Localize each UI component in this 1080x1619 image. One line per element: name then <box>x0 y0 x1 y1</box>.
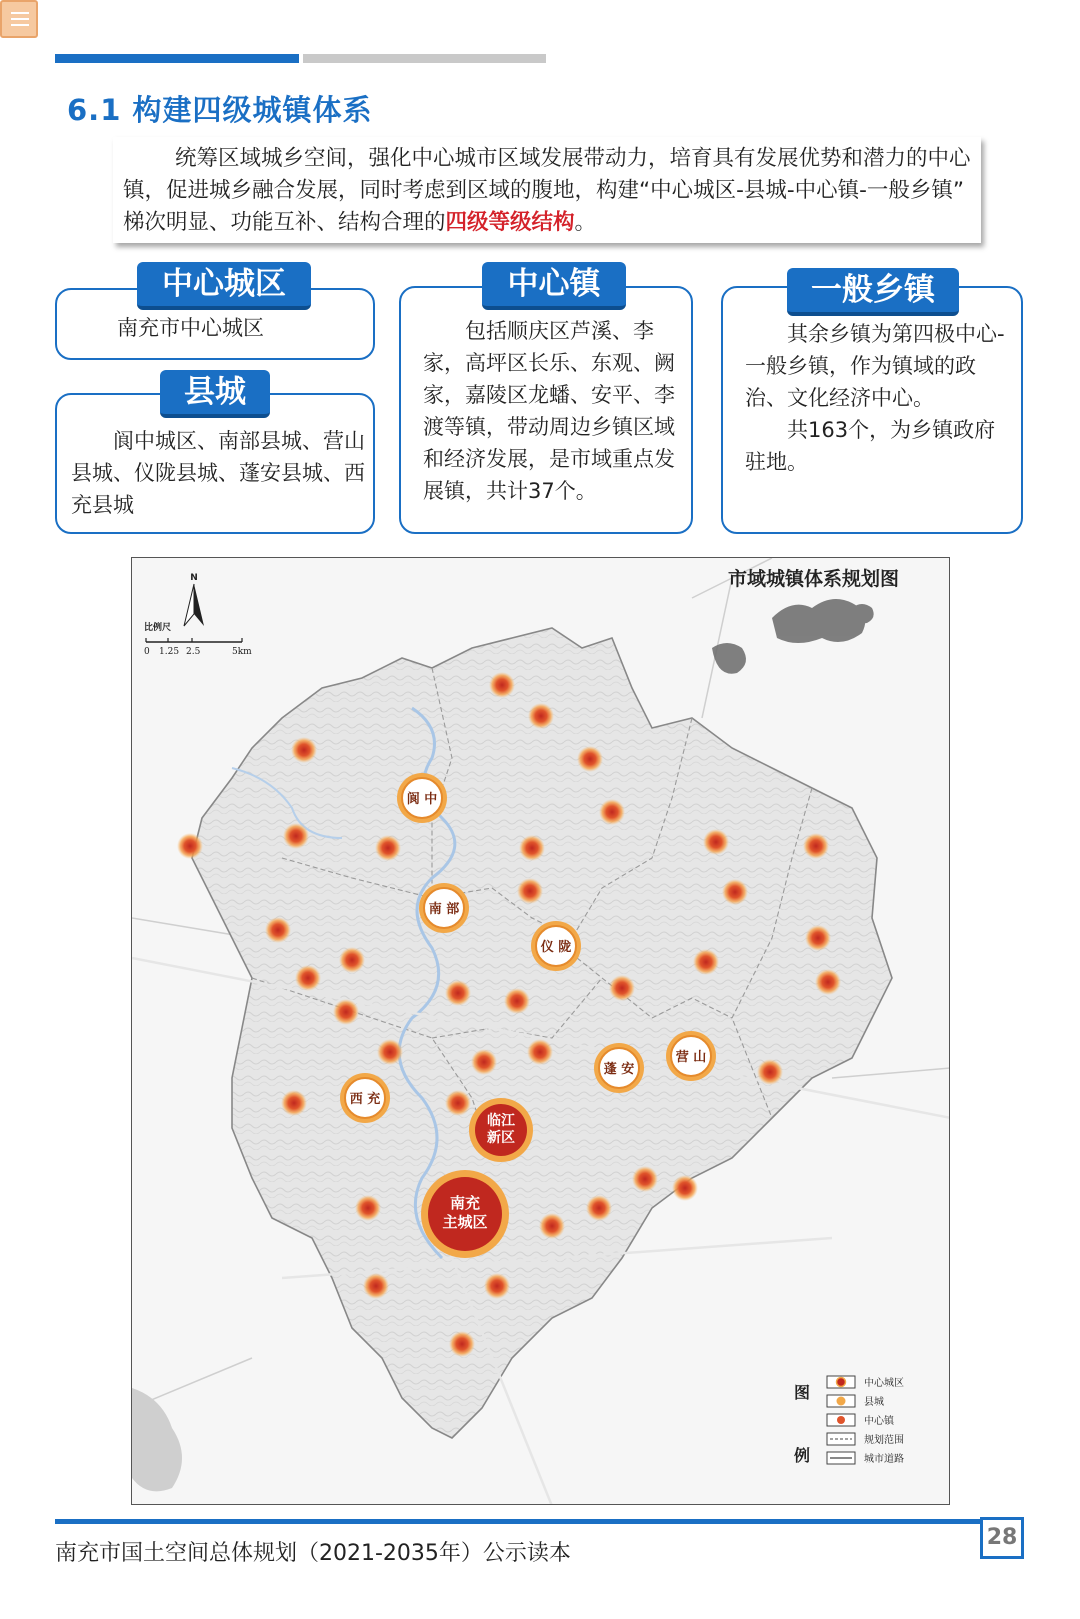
intro-text: 统筹区域城乡空间，强化中心城市区域发展带动力，培育具有发展优势和潜力的中心镇，促进城乡融合发展，同时考虑到区域的腹地，构建“中心城区-县城-中心镇-一般乡镇” 梯次明显、功能互补、结构合理的 <box>123 146 971 235</box>
legend-item: 县城 <box>864 1397 884 1408</box>
county-town-yilong <box>531 921 581 971</box>
map-figure <box>131 557 950 1505</box>
map-title: 市域城镇体系规划图 <box>727 568 899 590</box>
county-label: 蓬 安 <box>603 1062 635 1077</box>
county-tag: 县城 <box>160 370 270 418</box>
footer-line <box>55 1519 1023 1524</box>
legend-item: 城市道路 <box>864 1454 904 1465</box>
county-town-yingshan <box>666 1031 716 1081</box>
section-title: 6.1 构建四级城镇体系 <box>67 93 373 127</box>
general-town-box <box>721 286 1023 534</box>
header-bar-blue <box>55 54 299 63</box>
header-bar-gray <box>303 54 546 63</box>
center-town-box <box>399 286 693 534</box>
center-city-tag: 中心城区 <box>137 262 311 310</box>
county-label: 南 部 <box>428 902 460 917</box>
center-town-tag: 中心镇 <box>482 262 626 310</box>
county-town-langzhong <box>397 773 447 823</box>
main-city-label-2: 主城区 <box>442 1213 488 1231</box>
county-label: 营 山 <box>675 1050 707 1065</box>
intro-box <box>113 137 981 243</box>
county-town-pengan <box>594 1043 644 1093</box>
county-town-nanbu <box>419 883 469 933</box>
county-text: 阆中城区、南部县城、营山县城、仪陇县城、蓬安县城、西充县城 <box>71 429 365 517</box>
legend-item: 规划范围 <box>864 1435 904 1446</box>
map-svg <box>132 558 950 1505</box>
general-town-tag: 一般乡镇 <box>787 268 959 316</box>
intro-highlight: 四级等级结构 <box>445 210 575 235</box>
center-town-text: 包括顺庆区芦溪、李家，高坪区长乐、东观、阙家，嘉陵区龙蟠、安平、李渡等镇，带动周边乡镇区域和经济发展，是市域重点发展镇，共计37个。 <box>423 319 675 503</box>
legend-label-2: 例 <box>794 1446 811 1465</box>
county-label: 阆 中 <box>406 792 438 807</box>
legend-item: 中心城区 <box>864 1378 904 1389</box>
new-district-label-2: 新区 <box>487 1130 515 1146</box>
scale-tick: 0 <box>144 647 150 657</box>
page-number: 28 <box>980 1517 1024 1559</box>
county-label: 仪 陇 <box>540 940 572 955</box>
scale-tick: 1.25 <box>159 647 180 657</box>
center-city-text: 南充市中心城区 <box>117 316 264 340</box>
note-icon[interactable] <box>0 0 38 38</box>
main-city-label-1: 南充 <box>449 1194 481 1212</box>
footer-text: 南充市国土空间总体规划（2021-2035年）公示读本 <box>55 1541 571 1566</box>
general-town-text-2: 共163个，为乡镇政府驻地。 <box>745 418 996 474</box>
north-label: N <box>190 573 198 583</box>
linjiang-new-district <box>469 1098 533 1162</box>
new-district-label-1: 临江 <box>487 1113 515 1129</box>
intro-end: 。 <box>574 210 597 235</box>
scale-title: 比例尺 <box>144 623 172 633</box>
scale-tick: 5km <box>232 647 252 657</box>
county-town-xichong <box>340 1073 390 1123</box>
scale-tick: 2.5 <box>186 647 201 657</box>
nanchong-main-city <box>421 1170 509 1258</box>
legend-item: 中心镇 <box>864 1416 894 1427</box>
legend-label-1: 图 <box>794 1383 811 1402</box>
general-town-text-1: 其余乡镇为第四极中心-一般乡镇，作为镇域的政治、文化经济中心。 <box>745 322 1005 410</box>
county-label: 西 充 <box>349 1092 381 1107</box>
